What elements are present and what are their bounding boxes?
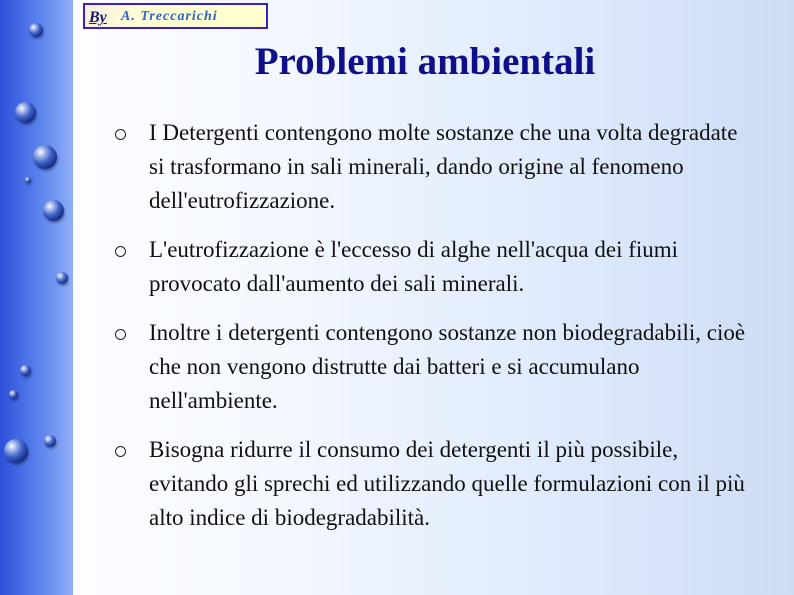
bubble-decoration <box>33 145 57 169</box>
bullet-icon <box>115 446 126 457</box>
list-item-text: I Detergenti contengono molte sostanze che una volta degradate si trasformano in sali minerali, dando origine al fenomeno dell'eutrofizzazione. <box>149 120 738 213</box>
list-item <box>115 433 755 535</box>
bullet-icon <box>115 246 126 257</box>
bubble-decoration <box>43 200 64 221</box>
bubble-decoration <box>44 435 56 447</box>
list-item <box>115 116 755 218</box>
bullet-icon <box>115 129 126 140</box>
list-item-text: L'eutrofizzazione è l'eccesso di alghe nell'acqua dei fiumi provocato dall'aumento dei sali minerali. <box>149 237 679 296</box>
bubble-decoration <box>56 272 68 284</box>
bullet-list <box>115 116 755 550</box>
bubble-decoration <box>25 177 31 183</box>
decorative-sidebar <box>0 0 73 595</box>
author-prefix: By <box>89 9 107 26</box>
list-item-text: Bisogna ridurre il consumo dei detergenti il più possibile, evitando gli sprechi ed utilizzando quelle formulazioni con il più alto indice di biodegradabilità. <box>149 437 745 530</box>
author-box <box>83 3 268 29</box>
list-item <box>115 233 755 301</box>
bubble-decoration <box>15 102 36 123</box>
list-item <box>115 316 755 418</box>
author-name: A. Treccarichi <box>121 9 218 24</box>
bullet-icon <box>115 329 126 340</box>
bubble-decoration <box>9 390 18 399</box>
bubble-decoration <box>4 439 28 463</box>
list-item-text: Inoltre i detergenti contengono sostanze non biodegradabili, cioè che non vengono distrutte dai batteri e si accumulano nell'ambiente. <box>149 320 746 413</box>
page-title: Problemi ambientali <box>254 40 596 83</box>
bubble-decoration <box>20 365 31 376</box>
bubble-decoration <box>29 23 43 37</box>
